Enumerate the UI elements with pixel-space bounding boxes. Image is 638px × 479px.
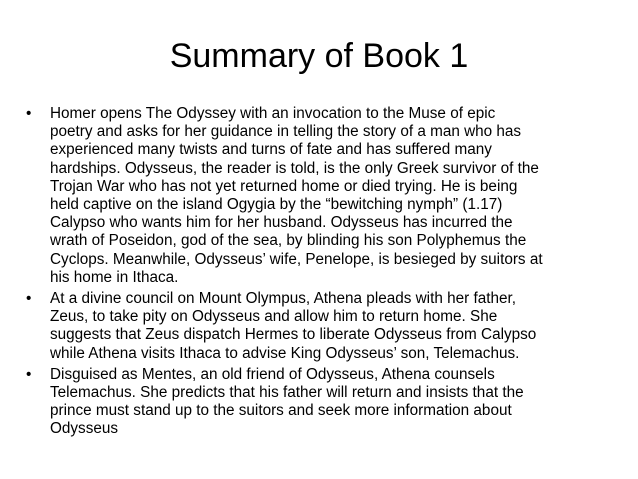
bullet-text-line: hardships. Odysseus, the reader is told, is the only Greek survivor of the [50,159,539,177]
bullet-list [26,105,626,442]
bullet-dot-icon: • [26,290,32,308]
bullet-text-line: Homer opens The Odyssey with an invocation to the Muse of epic [50,105,496,122]
bullet-text-line: Cyclops. Meanwhile, Odysseus’ wife, Penelope, is besieged by suitors at [50,250,543,268]
bullet-dot-icon: • [26,365,32,383]
bullet-text-line: experienced many twists and turns of fate and has suffered many [50,141,492,159]
bullet-text-line: held captive on the island Ogygia by the “bewitching nymph” (1.17) [50,196,503,214]
bullet-item [26,366,626,439]
bullet-text-line: Disguised as Mentes, an old friend of Odysseus, Athena counsels [50,365,495,383]
bullet-text-line: while Athena visits Ithaca to advise King Odysseus’ son, Telemachus. [50,344,520,362]
bullet-item [26,105,626,287]
bullet-text-line: his home in Ithaca. [50,268,179,286]
bullet-text-line: Odysseus [50,420,119,438]
bullet-text-line: poetry and asks for her guidance in telling the story of a man who has [50,123,522,141]
slide-title: Summary of Book 1 [169,37,469,75]
bullet-text-line: Zeus, to take pity on Odysseus and allow him to return home. She [50,308,498,326]
bullet-text-line: suggests that Zeus dispatch Hermes to liberate Odysseus from Calypso [50,326,537,344]
bullet-text-line: Calypso who wants him for her husband. Odysseus has incurred the [50,214,513,232]
bullet-text-line: At a divine council on Mount Olympus, Athena pleads with her father, [50,290,516,308]
bullet-text-line: Telemachus. She predicts that his father will return and insists that the [50,384,524,402]
bullet-text-line: wrath of Poseidon, god of the sea, by blinding his son Polyphemus the [50,232,527,250]
bullet-text-line: prince must stand up to the suitors and seek more information about [50,402,512,420]
bullet-text-line: Trojan War who has not yet returned home or died trying. He is being [50,177,518,195]
bullet-item [26,290,626,363]
bullet-dot-icon: • [26,105,32,122]
